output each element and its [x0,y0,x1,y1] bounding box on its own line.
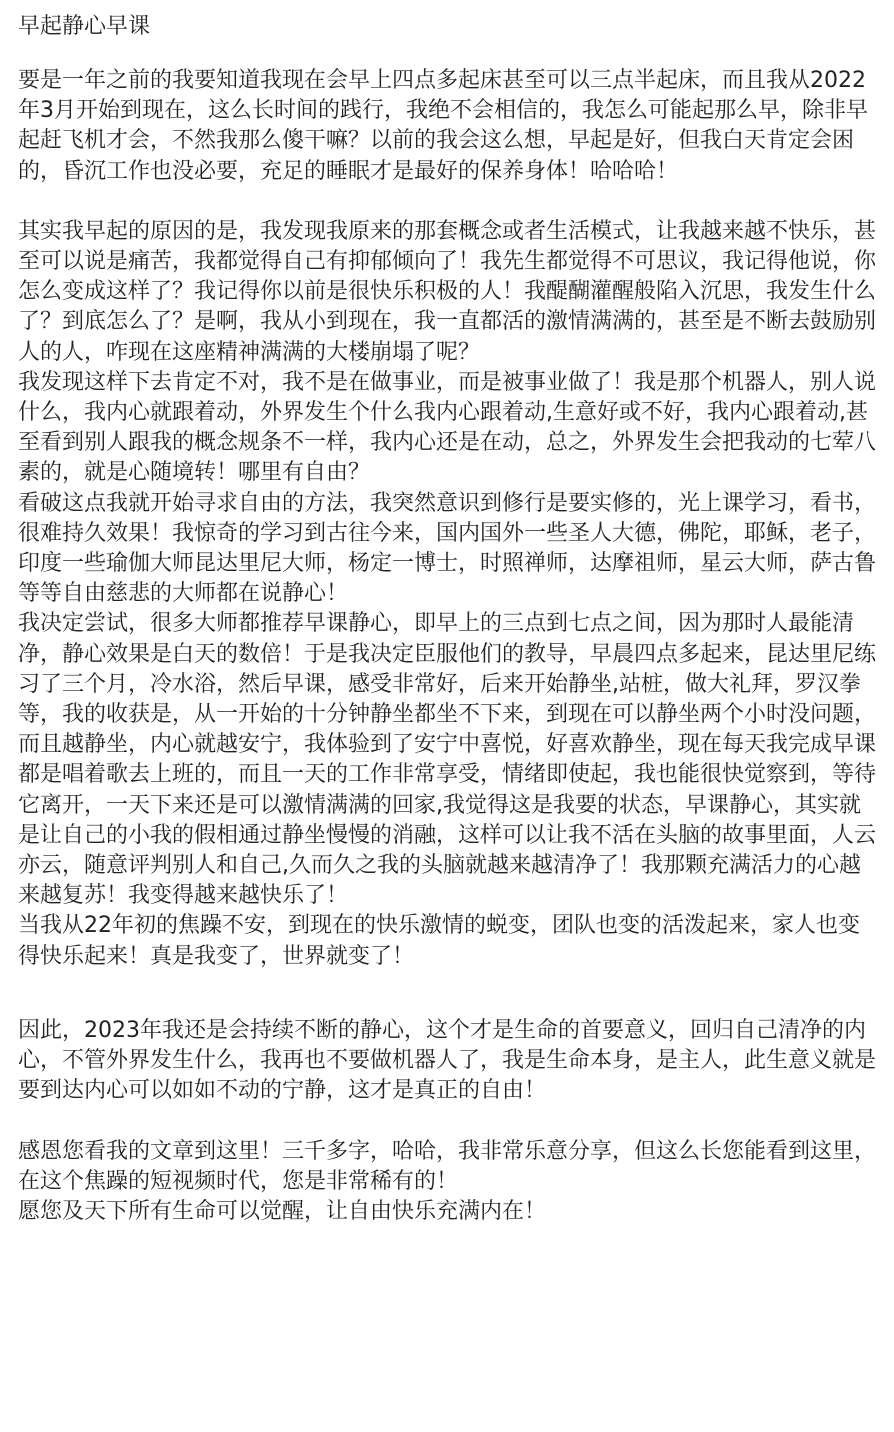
article-paragraph-2: 其实我早起的原因的是，我发现我原来的那套概念或者生活模式，让我越来越不快乐，甚至可以说是痛苦，我都觉得自己有抑郁倾向了！我先生都觉得不可思议，我记得他说，你怎么变成这样了？我记得你以前是很快乐积极的人！我醍醐灌醒般陷入沉思，我发生什么了？到底怎么了？是啊，我从小到现在，我一直都活的激情满满的，甚至是不断去鼓励别人的人，咋现在这座精神满满的大楼崩塌了呢？ 我发现这样下去肯定不对，我不是在做事业，而是被事业做了！我是那个机器人，别人说什么，我内心就跟着动，外界发生个什么我内心跟着动,生意好或不好，我内心跟着动,甚至看到别人跟我的概念规条不一样，我内心还是在动，总之，外界发生会把我动的七荤八素的，就是心随境转！哪里有自由？ 看破这点我就开始寻求自由的方法，我突然意识到修行是要实修的，光上课学习，看书，很难持久效果！我惊奇的学习到古往今来，国内国外一些圣人大德，佛陀，耶稣，老子，印度一些瑜伽大师昆达里尼大师，杨定一博士，时照禅师，达摩祖师，星云大师，萨古鲁等等自由慈悲的大师都在说静心！ 我决定尝试，很多大师都推荐早课静心，即早上的三点到七点之间，因为那时人最能清净，静心效果是白天的数倍！于是我决定臣服他们的教导，早晨四点多起来，昆达里尼练习了三个月，冷水浴，然后早课，感受非常好，后来开始静坐,站桩，做大礼拜，罗汉拳等，我的收获是，从一开始的十分钟静坐都坐不下来，到现在可以静坐两个小时没问题，而且越静坐，内心就越安宁，我体验到了安宁中喜悦，好喜欢静坐，现在每天我完成早课都是唱着歌去上班的，而且一天的工作非常享受，情绪即使起，我也能很快觉察到，等待它离开，一天下来还是可以激情满满的回家,我觉得这是我要的状态，早课静心，其实就是让自己的小我的假相通过静坐慢慢的消融，这样可以让我不活在头脑的故事里面，人云亦云，随意评判别人和自己,久而久之我的头脑就越来越清净了！我那颗充满活力的心越来越复苏！我变得越来越快乐了！ 当我从22年初的焦躁不安，到现在的快乐激情的蜕变，团队也变的活泼起来，家人也变得快乐起来！真是我变了，世界就变了！ [18,218,877,969]
paragraph-gap [18,972,876,1016]
article-paragraph-4: 感恩您看我的文章到这里！三千多字，哈哈，我非常乐意分享，但这么长您能看到这里，在这个焦躁的短视频时代，您是非常稀有的！ 愿您及天下所有生命可以觉醒，让自由快乐充满内在！ [18,1138,877,1224]
article-title: 早起静心早课 [18,14,151,39]
article-paragraph-3: 因此，2023年我还是会持续不断的静心，这个才是生命的首要意义，回归自己清净的内心，不管外界发生什么，我再也不要做机器人了，我是生命本身，是主人，此生意义就是要到达内心可以如如不动的宁静，这才是真正的自由！ [18,1017,877,1104]
article-paragraph-1: 要是一年之前的我要知道我现在会早上四点多起床甚至可以三点半起床，而且我从2022年3月开始到现在，这么长时间的践行，我绝不会相信的，我怎么可能起那么早，除非早起赶飞机才会，不然我那么傻干嘛？以前的我会这么想，早起是好，但我白天肯定会困的，昏沉工作也没必要，充足的睡眠才是最好的保养身体！哈哈哈！ [18,68,868,184]
paragraph-gap [18,187,876,217]
paragraph-gap [18,1107,876,1137]
